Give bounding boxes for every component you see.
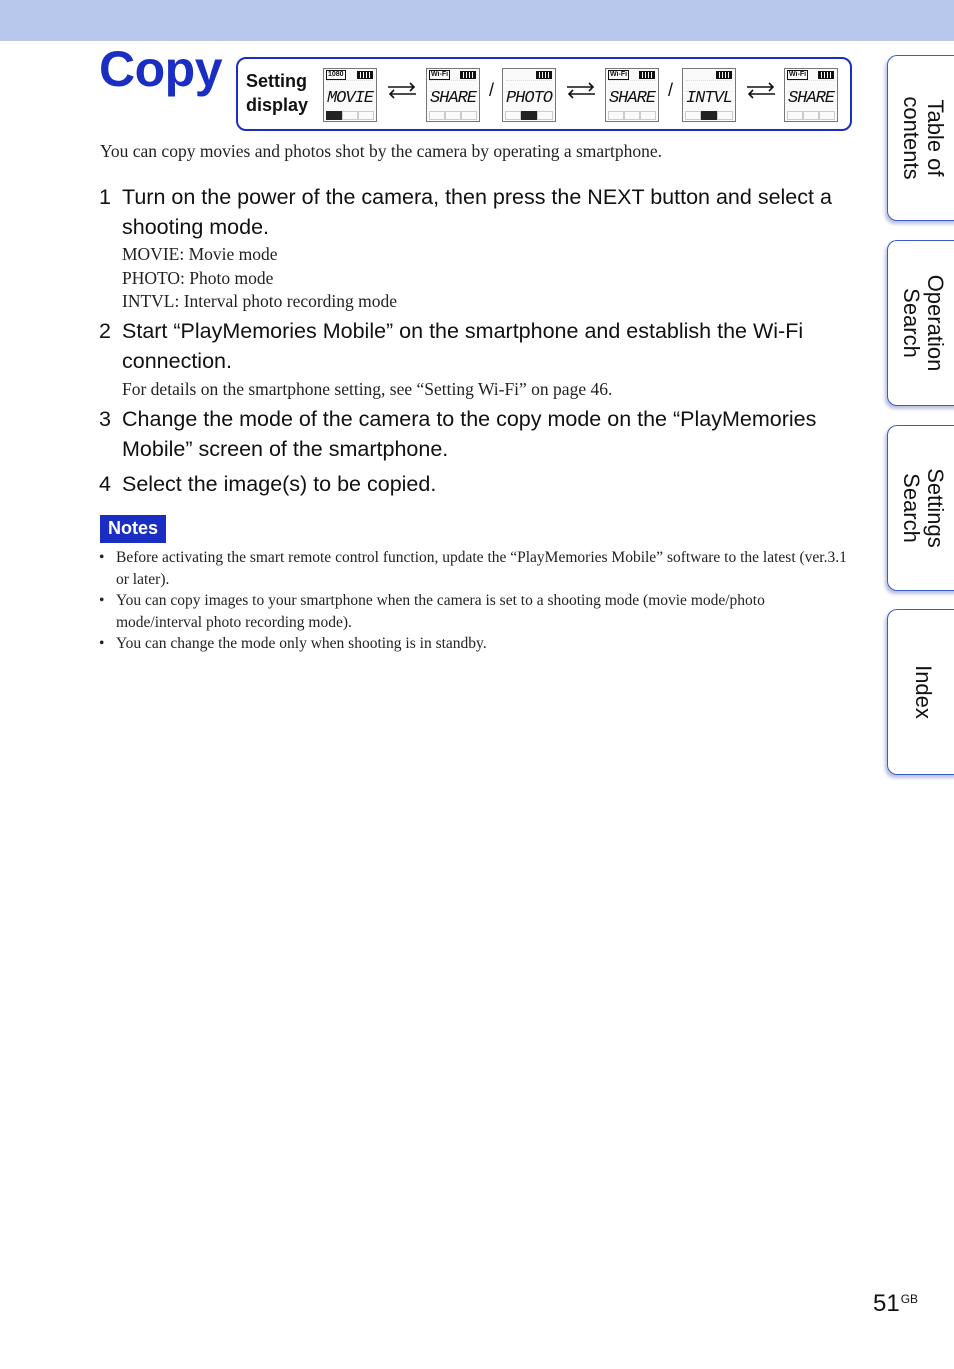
step1-detail: PHOTO: Photo mode xyxy=(122,268,274,288)
page-number-suffix: GB xyxy=(900,1292,919,1306)
step-text: Change the mode of the camera to the copy mode on the “PlayMemories Mobile” screen of the smartphone. xyxy=(122,407,817,461)
switch-arrows-icon xyxy=(386,81,418,99)
tab-label-line: Settings xyxy=(923,468,948,548)
resolution-icon: 1080 xyxy=(328,71,344,78)
step-text: Select the image(s) to be copied. xyxy=(122,472,437,496)
lcd-text: SHARE xyxy=(787,89,834,108)
lcd-mode-indicators xyxy=(608,111,656,119)
top-bar xyxy=(0,0,954,41)
switch-arrows-icon xyxy=(565,81,597,99)
setting-label-line1: Setting xyxy=(246,71,307,91)
lcd-text: PHOTO xyxy=(505,89,552,108)
battery-icon xyxy=(716,71,732,79)
step2-detail: For details on the smartphone setting, see “Setting Wi-Fi” on page 46. xyxy=(122,379,613,399)
page-number-value: 51 xyxy=(873,1290,900,1317)
note-text: You can change the mode only when shooting is in standby. xyxy=(116,635,487,652)
lcd-mode-indicators xyxy=(787,111,835,119)
tab-label-line: Table of xyxy=(923,99,948,177)
wifi-icon: Wi-Fi xyxy=(610,71,628,78)
note-item xyxy=(99,633,854,655)
tab-label-line: Operation xyxy=(923,274,948,372)
separator-slash: / xyxy=(489,80,495,100)
lcd-screen-movie xyxy=(323,68,377,122)
bullet: • xyxy=(99,549,105,566)
setting-label-line2: display xyxy=(246,95,309,115)
note-text: You can copy images to your smartphone when the camera is set to a shooting mode (movie mode/photo mode/interval photo recording mode). xyxy=(116,592,765,631)
tab-label-line: Index xyxy=(911,665,936,719)
lcd-text: MOVIE xyxy=(326,89,373,108)
tab-operation-search[interactable] xyxy=(887,240,954,406)
setting-display-label xyxy=(246,69,308,117)
bullet: • xyxy=(99,635,105,652)
tab-label xyxy=(899,468,947,548)
step1-detail: INTVL: Interval photo recording mode xyxy=(122,291,398,311)
notes-list xyxy=(99,547,854,655)
tab-label-line: contents xyxy=(899,96,924,180)
lcd-screen-share xyxy=(426,68,480,122)
note-item xyxy=(99,590,854,633)
note-text: Before activating the smart remote control function, update the “PlayMemories Mobile” software to the latest (ver.3.1 or later). xyxy=(116,549,847,588)
tab-table-of-contents[interactable] xyxy=(887,55,954,221)
lcd-mode-indicators xyxy=(505,111,553,119)
page-number xyxy=(873,1290,918,1318)
lcd-text: SHARE xyxy=(608,89,655,108)
step1-detail: MOVIE: Movie mode xyxy=(122,244,278,264)
tab-label xyxy=(899,96,947,179)
step-number: 2 xyxy=(99,319,111,343)
lcd-screen-share xyxy=(605,68,659,122)
switch-arrows-icon xyxy=(745,81,777,99)
lcd-screen-photo xyxy=(502,68,556,122)
battery-icon xyxy=(357,71,373,79)
tab-label-line: Search xyxy=(899,288,924,358)
lcd-mode-indicators xyxy=(326,111,374,119)
battery-icon xyxy=(818,71,834,79)
page-title: Copy xyxy=(99,41,222,97)
tab-label xyxy=(911,665,935,719)
lcd-mode-indicators xyxy=(685,111,733,119)
battery-icon xyxy=(536,71,552,79)
lcd-screen-intvl xyxy=(682,68,736,122)
setting-display-box xyxy=(236,57,852,131)
lcd-text: SHARE xyxy=(429,89,476,108)
lcd-text: INTVL xyxy=(685,89,732,108)
battery-icon xyxy=(639,71,655,79)
step-text: Turn on the power of the camera, then press the NEXT button and select a shooting mode. xyxy=(122,185,832,239)
battery-icon xyxy=(460,71,476,79)
lcd-screen-share xyxy=(784,68,838,122)
bullet: • xyxy=(99,592,105,609)
tab-label-line: Search xyxy=(899,473,924,543)
tab-label xyxy=(899,275,947,372)
tab-settings-search[interactable] xyxy=(887,425,954,591)
wifi-icon: Wi-Fi xyxy=(789,71,807,78)
tab-index[interactable] xyxy=(887,609,954,775)
step-text: Start “PlayMemories Mobile” on the smartphone and establish the Wi-Fi connection. xyxy=(122,319,804,373)
notes-label: Notes xyxy=(100,515,166,543)
step-number: 1 xyxy=(99,185,111,209)
note-item xyxy=(99,547,854,590)
wifi-icon: Wi-Fi xyxy=(431,71,449,78)
intro-text: You can copy movies and photos shot by the camera by operating a smartphone. xyxy=(100,141,662,161)
step-number: 3 xyxy=(99,407,111,431)
separator-slash: / xyxy=(668,80,674,100)
step-number: 4 xyxy=(99,472,111,496)
lcd-mode-indicators xyxy=(429,111,477,119)
